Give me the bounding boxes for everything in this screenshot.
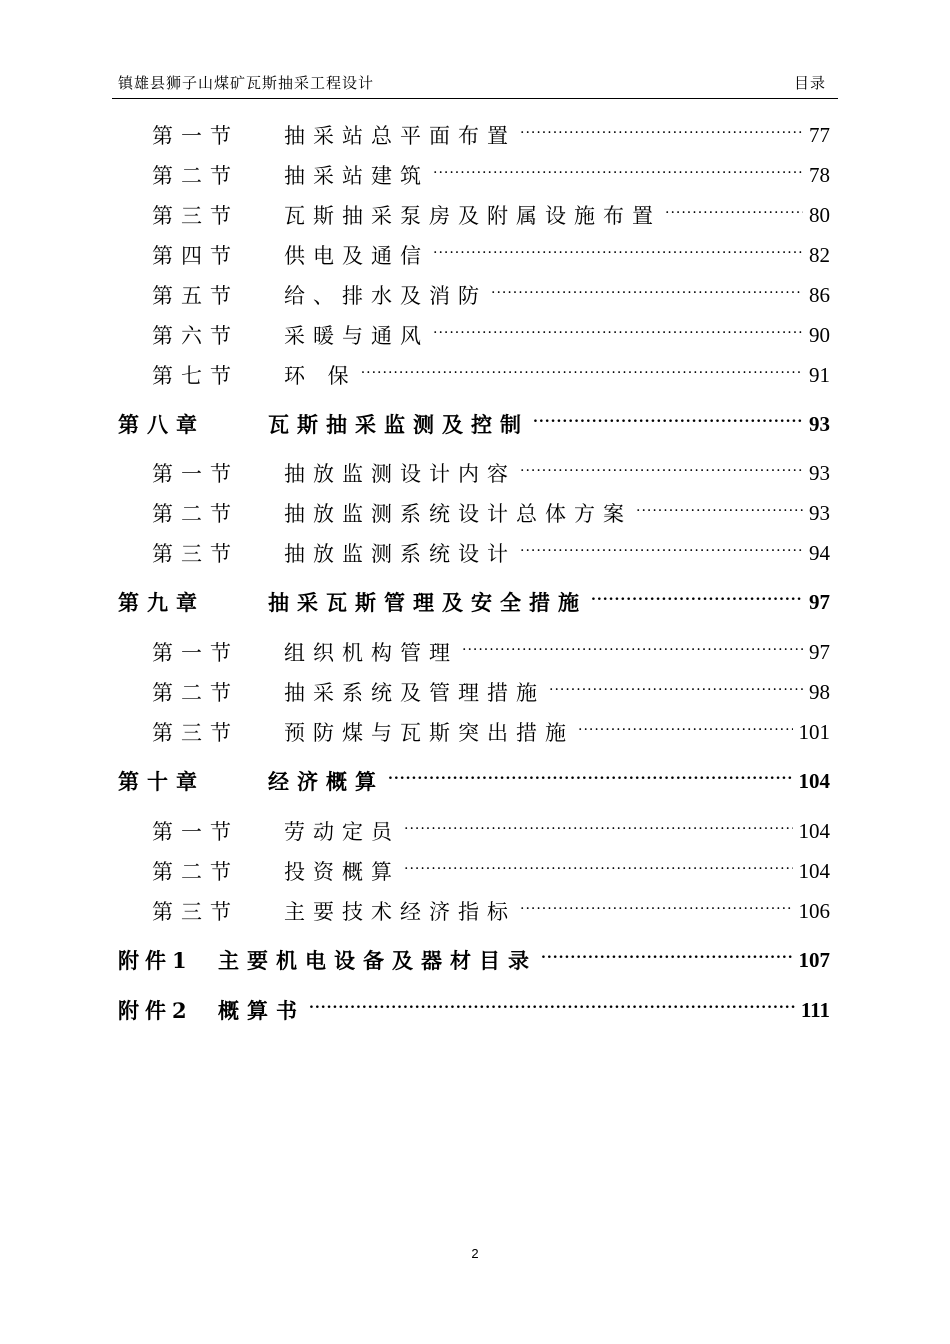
toc-entry-number: 第四节 [152,244,239,268]
dot-leader [533,416,803,437]
dot-leader [520,465,803,486]
toc-section-entry[interactable] [152,160,830,190]
toc-section-entry[interactable] [152,458,830,488]
toc-entry-number: 第二节 [152,860,239,884]
toc-section-entry[interactable] [152,498,830,528]
toc-entry-page: 82 [809,242,830,267]
dot-leader [361,367,803,388]
toc-entry-number: 第三节 [152,900,239,924]
dot-leader [433,167,803,188]
toc-entry-title: 供电及通信 [284,244,429,268]
toc-section-entry[interactable] [152,637,830,667]
toc-chapter-entry[interactable] [118,587,830,617]
toc-entry-number: 第一节 [152,124,239,148]
dot-leader [578,724,793,745]
toc-section-entry[interactable] [152,896,830,926]
toc-entry-page: 106 [798,898,830,923]
toc-entry-title: 环 保 [284,364,357,388]
toc-entry-page: 90 [809,322,830,347]
dot-leader [549,684,803,705]
toc-section-entry[interactable] [152,360,830,390]
toc-chapter-entry[interactable] [118,409,830,439]
toc-entry-title: 抽放监测设计内容 [284,462,516,486]
toc-entry-title: 抽采站建筑 [284,164,429,188]
toc-entry-number: 第三节 [152,542,239,566]
toc-entry-number: 第一节 [152,462,239,486]
toc-entry-page: 104 [798,818,830,843]
toc-entry-title: 预防煤与瓦斯突出措施 [284,721,574,745]
document-title: 镇雄县狮子山煤矿瓦斯抽采工程设计 [118,74,375,92]
toc-section-entry[interactable] [152,717,830,747]
toc-entry-title: 概算书 [218,998,305,1023]
toc-entry-page: 93 [809,460,830,485]
toc-entry-title: 投资概算 [284,860,400,884]
dot-leader [520,903,793,924]
toc-appendix-entry[interactable] [118,995,830,1025]
toc-entry-title: 抽采系统及管理措施 [284,681,545,705]
toc-entry-page: 91 [809,362,830,387]
toc-entry-page: 80 [809,202,830,227]
page-number: 2 [471,1246,479,1261]
toc-appendix-entry[interactable] [118,945,830,975]
toc-entry-title: 瓦斯抽采监测及控制 [268,412,529,437]
toc-entry-page: 98 [809,679,830,704]
toc-section-entry[interactable] [152,120,830,150]
dot-leader [541,952,793,973]
toc-entry-title: 主要技术经济指标 [284,900,516,924]
toc-entry-title: 给、排水及消防 [284,284,487,308]
dot-leader [388,773,793,794]
section-label: 目录 [793,74,826,92]
toc-entry-number: 附件2 [118,998,193,1023]
toc-entry-number: 第九章 [118,590,205,615]
toc-entry-page: 94 [809,540,830,565]
dot-leader [309,1002,795,1023]
running-header [112,70,838,99]
dot-leader [520,545,803,566]
toc-entry-title: 抽采瓦斯管理及安全措施 [268,590,587,615]
toc-entry-page: 78 [809,162,830,187]
toc-entry-page: 93 [809,500,830,525]
toc-entry-number: 第三节 [152,721,239,745]
toc-section-entry[interactable] [152,856,830,886]
toc-entry-number: 第二节 [152,502,239,526]
toc-section-entry[interactable] [152,240,830,270]
toc-entry-page: 97 [809,639,830,664]
toc-entry-title: 主要机电设备及器材目录 [218,948,537,973]
toc-section-entry[interactable] [152,200,830,230]
dot-leader [491,287,803,308]
toc-entry-title: 组织机构管理 [284,641,458,665]
toc-chapter-entry[interactable] [118,766,830,796]
toc-entry-page: 111 [800,997,830,1022]
toc-entry-number: 第六节 [152,324,239,348]
toc-entry-title: 采暖与通风 [284,324,429,348]
toc-entry-page: 93 [809,411,830,436]
toc-entry-number: 第三节 [152,204,239,228]
toc-entry-number: 第五节 [152,284,239,308]
toc-entry-number: 第二节 [152,681,239,705]
toc-entry-page: 107 [798,947,830,972]
toc-section-entry[interactable] [152,538,830,568]
toc-entry-title: 经济概算 [268,769,384,794]
dot-leader [462,644,803,665]
dot-leader [433,247,803,268]
toc-entry-number: 第一节 [152,820,239,844]
dot-leader [591,594,803,615]
toc-entry-title: 劳动定员 [284,820,400,844]
toc-entry-page: 104 [798,858,830,883]
toc-section-entry[interactable] [152,280,830,310]
toc-entry-page: 97 [809,589,830,614]
toc-entry-title: 抽采站总平面布置 [284,124,516,148]
toc-entry-number: 附件1 [118,948,193,973]
toc-entry-number: 第一节 [152,641,239,665]
toc-entry-number: 第八章 [118,412,205,437]
dot-leader [433,327,803,348]
dot-leader [404,823,793,844]
toc-entry-number: 第十章 [118,769,205,794]
toc-entry-page: 104 [798,768,830,793]
toc-section-entry[interactable] [152,677,830,707]
toc-entry-page: 101 [798,719,830,744]
dot-leader [404,863,793,884]
toc-entry-number: 第二节 [152,164,239,188]
toc-section-entry[interactable] [152,320,830,350]
toc-entry-title: 瓦斯抽采泵房及附属设施布置 [284,204,661,228]
toc-section-entry[interactable] [152,816,830,846]
dot-leader [636,505,803,526]
toc-entry-page: 86 [809,282,830,307]
toc-entry-title: 抽放监测系统设计总体方案 [284,502,632,526]
dot-leader [665,207,803,228]
dot-leader [520,127,803,148]
toc-entry-number: 第七节 [152,364,239,388]
toc-entry-page: 77 [809,122,830,147]
toc-entry-title: 抽放监测系统设计 [284,542,516,566]
